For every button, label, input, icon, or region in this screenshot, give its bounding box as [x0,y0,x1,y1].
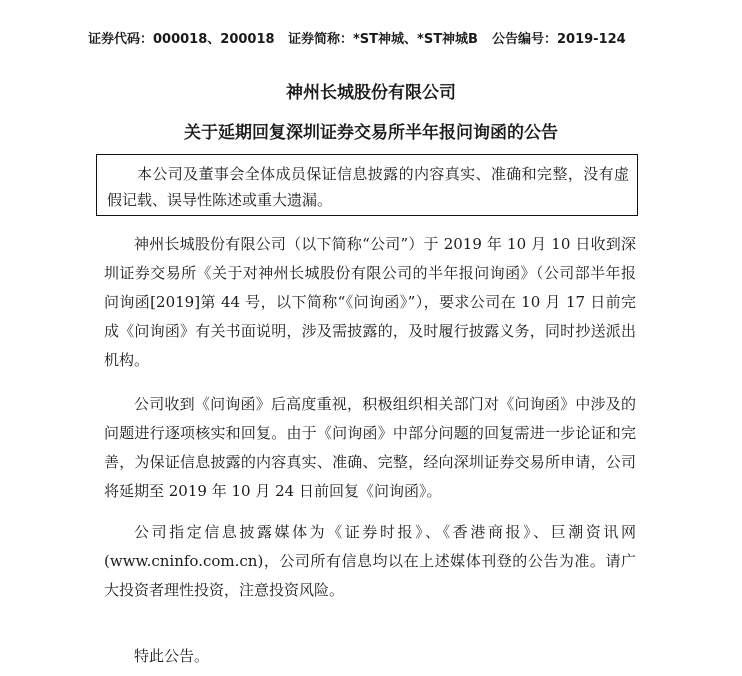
paragraph-media-disclosure: 公司指定信息披露媒体为《证券时报》、《香港商报》、巨潮资讯网(www.cninfo.com.cn)，公司所有信息均以在上述媒体刊登的公告为准。请广大投资者理性投资，注意投资风险。 [104,523,636,599]
board-guarantee-notice: 本公司及董事会全体成员保证信息披露的内容真实、准确和完整，没有虚假记载、误导性陈述或重大遗漏。 [96,154,638,216]
paragraph-closing: 特此公告。 [134,647,210,665]
paragraph-inquiry-received: 神州长城股份有限公司（以下简称“公司”）于 2019 年 10 月 10 日收到深圳证券交易所《关于对神州长城股份有限公司的半年报问询函》（公司部半年报问询函[2019]第 44 号，以下简称“《问询函》”），要求公司在 10 月 17 日前完成《问询函》有关书面说明，涉及需披露的，及时履行披露义务，同时抄送派出机构。 [104,235,636,369]
announcement-title: 关于延期回复深圳证券交易所半年报问询函的公告 [184,123,558,143]
paragraph-extension-reason: 公司收到《问询函》后高度重视，积极组织相关部门对《问询函》中涉及的问题进行逐项核实和回复。由于《问询函》中部分问题的回复需进一步论证和完善，为保证信息披露的内容真实、准确、完整，经向深圳证券交易所申请，公司将延期至 2019 年 10 月 24 日前回复《问询函》。 [104,395,636,500]
company-name: 神州长城股份有限公司 [286,83,456,103]
security-abbreviation: 证券简称：*ST神城、*ST神城B [288,32,478,47]
announcement-number: 公告编号：2019-124 [492,32,626,47]
security-code: 证券代码：000018、200018 [88,32,275,47]
